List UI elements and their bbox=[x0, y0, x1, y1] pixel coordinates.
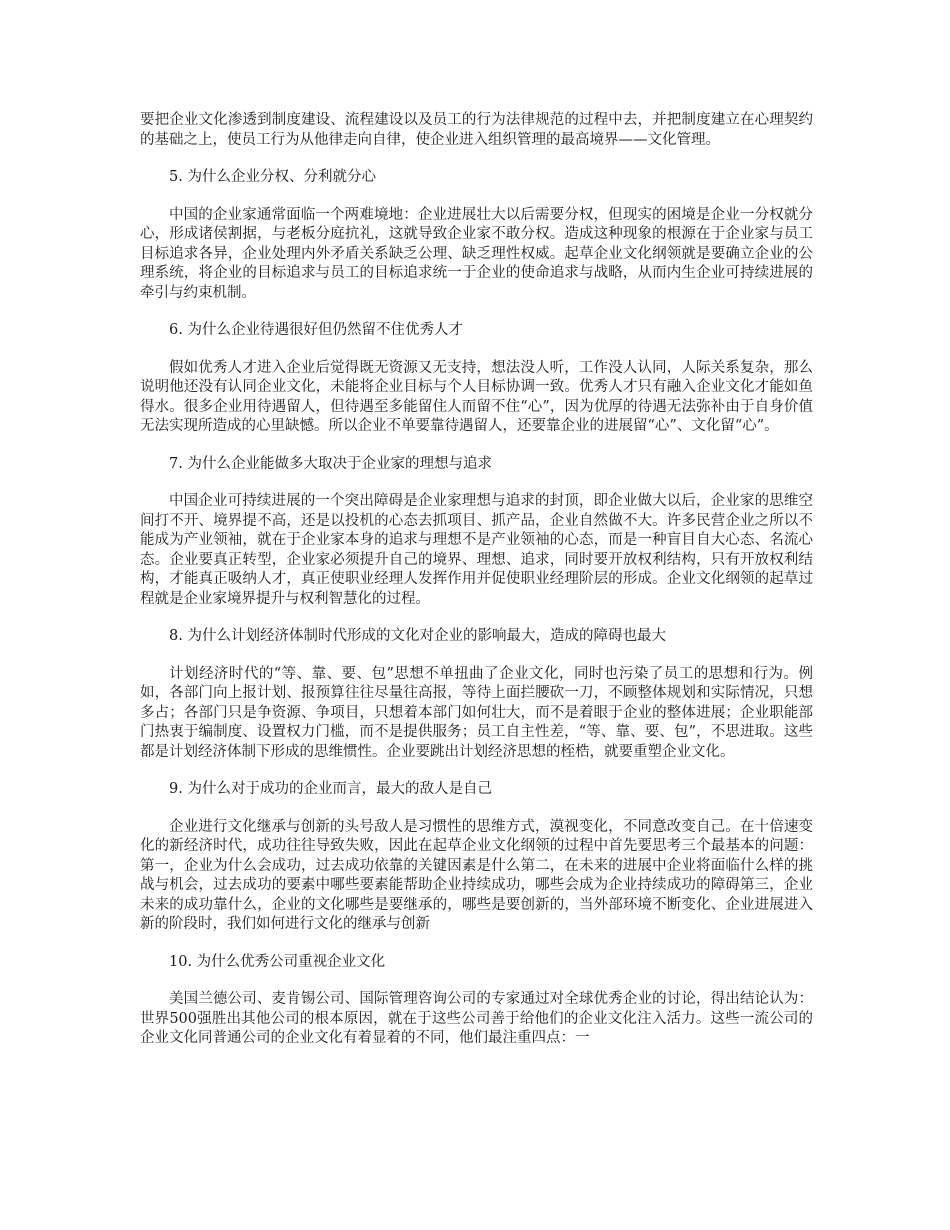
section-body-8: 计划经济时代的“等、靠、要、包”思想不单扭曲了企业文化，同时也污染了员工的思想和行为。例如，各部门向上报计划、报预算往往尽量往高报，等待上面拦腰砍一刀，不顾整体规划和实际情况，只想多占；各部门只是争资源、争项目，只想着本部门如何壮大，而不是着眼于企业的整体进展；企业职能部门热衷于编制度、设置权力门槛，而不是提供服务；员工自主性差，“等、靠、要、包”，不思进取。这些都是计划经济体制下形成的思维惯性。企业要跳出计划经济思想的桎梏，就要重塑企业文化。 bbox=[140, 665, 813, 760]
section-body-10: 美国兰德公司、麦肯锡公司、国际管理咨询公司的专家通过对全球优秀企业的讨论，得出结论认为：世界500强胜出其他公司的根本原因，就在于这些公司善于给他们的企业文化注入活力。这些一流公司的企业文化同普通公司的企业文化有着显着的不同，他们最注重四点：一 bbox=[140, 991, 813, 1046]
section-heading-7: 7. 为什么企业能做多大取决于企业家的理想与追求 bbox=[169, 455, 492, 472]
section-heading-8: 8. 为什么计划经济体制时代形成的文化对企业的影响最大，造成的障碍也最大 bbox=[169, 628, 666, 644]
section-heading-6: 6. 为什么企业待遇很好但仍然留不住优秀人才 bbox=[169, 322, 463, 338]
section-heading-5: 5. 为什么企业分权、分利就分心 bbox=[169, 169, 376, 185]
section-body-6: 假如优秀人才进入企业后觉得既无资源又无支持，想法没人听，工作没人认同，人际关系复杂，那么说明他还没有认同企业文化，未能将企业目标与个人目标协调一致。优秀人才只有融入企业文化才能如鱼得水。很多企业用待遇留人，但待遇至多能留住人而留不住“心”，因为优厚的待遇无法弥补由于自身价值无法实现所造成的心里缺憾。所以企业不单要靠待遇留人，还要靠企业的进展留“心”、文化留“心”。 bbox=[140, 359, 813, 434]
document-page bbox=[140, 111, 813, 1049]
intro-paragraph: 要把企业文化渗透到制度建设、流程建设以及员工的行为法律规范的过程中去，并把制度建立在心理契约的基础之上，使员工行为从他律走向自律，使企业进入组织管理的最高境界——文化管理。 bbox=[140, 112, 813, 148]
section-body-9: 企业进行文化继承与创新的头号敌人是习惯性的思维方式，漠视变化，不同意改变自己。在十倍速变化的新经济时代，成功往往导致失败，因此在起草企业文化纲领的过程中首先要思考三个最基本的问题：第一，企业为什么会成功，过去成功依靠的关键因素是什么第二，在未来的进展中企业将面临什么样的挑战与机会，过去成功的要素中哪些要素能帮助企业持续成功，哪些会成为企业持续成功的障碍第三，企业未来的成功靠什么，企业的文化哪些是要继承的，哪些是要创新的，当外部环境不断变化、企业进展进入新的阶段时，我们如何进行文化的继承与创新 bbox=[140, 818, 813, 932]
section-heading-10: 10. 为什么优秀公司重视企业文化 bbox=[169, 953, 386, 970]
section-body-7: 中国企业可持续进展的一个突出障碍是企业家理想与追求的封顶，即企业做大以后，企业家的思维空间打不开、境界提不高，还是以投机的心态去抓项目、抓产品，企业自然做不大。许多民营企业之所以不能成为产业领袖，就在于企业家本身的追求与理想不是产业领袖的心态，而是一种盲目自大心态、名流心态。企业要真正转型，企业家必须提升自己的境界、理想、追求，同时要开放权利结构，只有开放权利结构，才能真正吸纳人才，真正使职业经理人发挥作用并促使职业经理阶层的形成。企业文化纲领的起草过程就是企业家境界提升与权利智慧化的过程。 bbox=[140, 493, 813, 607]
section-heading-9: 9. 为什么对于成功的企业而言，最大的敌人是自己 bbox=[169, 781, 492, 797]
section-body-5: 中国的企业家通常面临一个两难境地：企业进展壮大以后需要分权，但现实的困境是企业一分权就分心，形成诸侯割据，与老板分庭抗礼，这就导致企业家不敢分权。造成这种现象的根源在于企业家与员工目标追求各异，企业处理内外矛盾关系缺乏公理、缺乏理性权威。起草企业文化纲领就是要确立企业的公理系统，将企业的目标追求与员工的目标追求统一于企业的使命追求与战略，从而内生企业可持续进展的牵引与约束机制。 bbox=[140, 206, 813, 301]
